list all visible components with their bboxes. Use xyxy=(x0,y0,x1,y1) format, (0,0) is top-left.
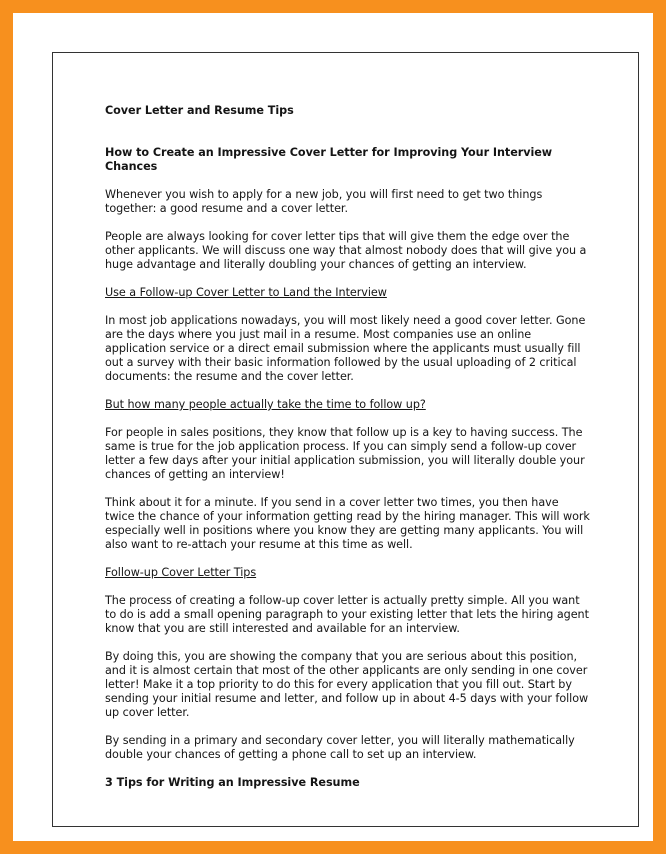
paragraph-sales-positions: For people in sales positions, they know that follow up is a key to having success. The same is true for the job application process. If you can simply send a follow-up cover letter a few days after your initial application submission, you will literally double your chances of getting an interview! xyxy=(105,426,585,481)
paragraph-intro: Whenever you wish to apply for a new job, you will first need to get two things together: a good resume and a cover letter. xyxy=(105,188,543,215)
paragraph-serious-position: By doing this, you are showing the company that you are serious about this position, and it is almost certain that most of the other applicants are only sending in one cover letter! Make it a top priority to do this for every application that you fill out. Start by sending your initial resume and letter, and follow up in about 4-5 days with your follow up cover letter. xyxy=(105,650,589,719)
document-content xyxy=(105,104,591,804)
paragraph-advantage: People are always looking for cover letter tips that will give them the edge over the other applicants. We will discuss one way that almost nobody does that will give you a huge advantage and literally doubling your chances of getting an interview. xyxy=(105,230,587,271)
paragraph-primary-secondary: By sending in a primary and secondary cover letter, you will literally mathematically double your chances of getting a phone call to set up an interview. xyxy=(105,734,575,761)
paragraph-think-about-it: Think about it for a minute. If you send in a cover letter two times, you then have twice the chance of your information getting read by the hiring manager. This will work especially well in positions where you know they are getting many applicants. You will also want to re-attach your resume at this time as well. xyxy=(105,496,590,551)
section-heading-follow-up-cover-letter: Use a Follow-up Cover Letter to Land the Interview xyxy=(105,286,387,299)
paragraph-job-applications: In most job applications nowadays, you will most likely need a good cover letter. Gone are the days where you just mail in a resume. Most companies use an online application service or a direct email submission where the applicants must usually fill out a survey with their basic information followed by the usual uploading of 2 critical documents: the resume and the cover letter. xyxy=(105,314,586,383)
document-subtitle: How to Create an Impressive Cover Letter for Improving Your Interview Chances xyxy=(105,146,553,173)
resume-tips-heading: 3 Tips for Writing an Impressive Resume xyxy=(105,776,360,789)
document-title: Cover Letter and Resume Tips xyxy=(105,104,294,117)
document-page xyxy=(52,52,639,827)
paragraph-process: The process of creating a follow-up cover letter is actually pretty simple. All you want to do is add a small opening paragraph to your existing letter that lets the hiring agent know that you are still interested and available for an interview. xyxy=(105,594,589,635)
section-heading-follow-up-tips: Follow-up Cover Letter Tips xyxy=(105,566,257,579)
section-heading-follow-up-question: But how many people actually take the time to follow up? xyxy=(105,398,426,411)
